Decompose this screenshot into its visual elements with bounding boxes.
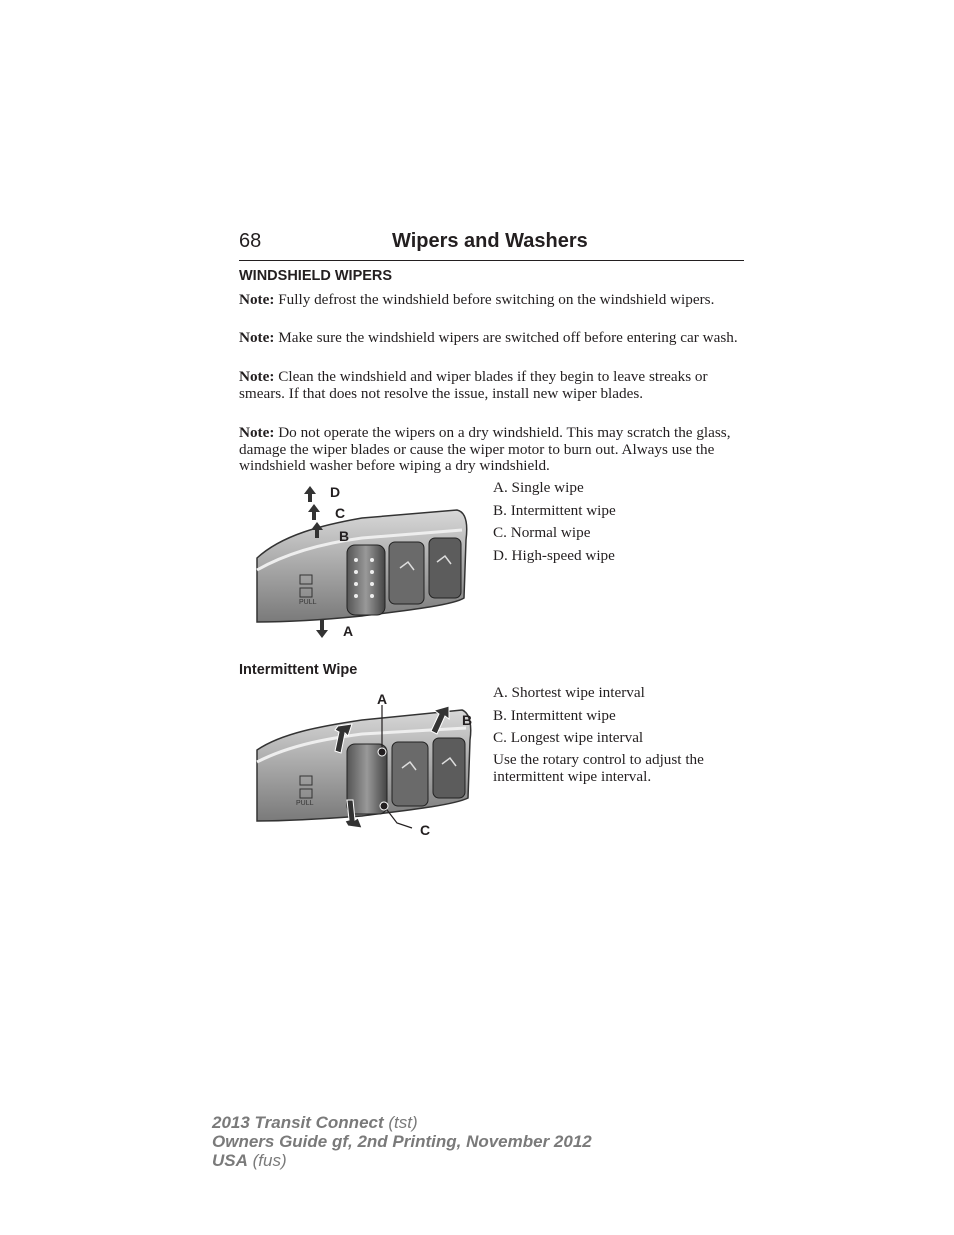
callout-a: A (377, 691, 388, 707)
note-label: Note: (239, 424, 275, 441)
wiper-stalk-figure (252, 480, 472, 642)
stalk-collar (389, 542, 424, 604)
callout-c: C (420, 822, 431, 838)
page-number: 68 (239, 230, 262, 252)
section-heading-intermittent-wipe: Intermittent Wipe (239, 662, 358, 678)
footer-line (212, 1151, 592, 1170)
note-text: Make sure the windshield wipers are switched off before entering car wash. (274, 329, 738, 346)
stalk-tip (429, 538, 461, 598)
callout-marker (378, 748, 386, 756)
callout-b: B (462, 712, 473, 728)
pull-label: PULL (299, 599, 317, 606)
rotary-ring (347, 545, 385, 615)
stalk-tip (433, 738, 465, 798)
footer-region: USA (212, 1151, 248, 1170)
note-defrost (239, 292, 745, 309)
note-label: Note: (239, 291, 275, 308)
rotary-control-figure (252, 688, 477, 840)
arrow-down-icon (316, 620, 328, 638)
footer-model: 2013 Transit Connect (212, 1113, 384, 1132)
callout-d: D (330, 484, 341, 500)
legend-wiper-modes (493, 480, 748, 570)
legend-item: C. Longest wipe interval (493, 729, 644, 746)
legend-item: C. Normal wipe (493, 524, 591, 541)
callout-a: A (343, 623, 354, 639)
footer-printing: Owners Guide gf, 2nd Printing, November 2012 (212, 1132, 592, 1151)
callout-c: C (335, 505, 346, 521)
stalk-collar (392, 742, 428, 806)
page-footer (212, 1113, 592, 1170)
note-text: Clean the windshield and wiper blades if they begin to leave streaks or smears. If that does not resolve the issue, install new wiper blades. (239, 368, 708, 402)
callout-marker (380, 802, 388, 810)
legend-item: D. High-speed wipe (493, 546, 615, 564)
footer-code: (tst) (383, 1113, 418, 1132)
callout-b: B (339, 528, 350, 544)
legend-item: B. Intermittent wipe (493, 501, 616, 519)
footer-region-code: (fus) (247, 1151, 287, 1170)
footer-line (212, 1132, 592, 1151)
footer-line (212, 1113, 592, 1132)
note-text: Do not operate the wipers on a dry windshield. This may scratch the glass, damage the wiper blades or cause the wiper motor to burn out. Always use the windshield washer before wiping a dry windshield. (239, 424, 731, 475)
pull-label: PULL (296, 800, 314, 807)
chapter-title: Wipers and Washers (392, 230, 588, 252)
note-dry-windshield (239, 425, 745, 475)
note-label: Note: (239, 329, 275, 346)
rotary-control-paragraph: Use the rotary control to adjust the intermittent wipe interval. (493, 751, 704, 785)
note-car-wash (239, 330, 745, 347)
note-clean-blades (239, 369, 745, 402)
note-text: Fully defrost the windshield before switching on the windshield wipers. (274, 291, 715, 308)
legend-item: A. Single wipe (493, 479, 584, 496)
legend-item: B. Intermittent wipe (493, 706, 616, 724)
note-label: Note: (239, 368, 275, 385)
section-heading-windshield-wipers: WINDSHIELD WIPERS (239, 268, 393, 284)
legend-item: A. Shortest wipe interval (493, 684, 645, 701)
legend-intermittent (493, 685, 748, 753)
page-header (239, 228, 744, 261)
